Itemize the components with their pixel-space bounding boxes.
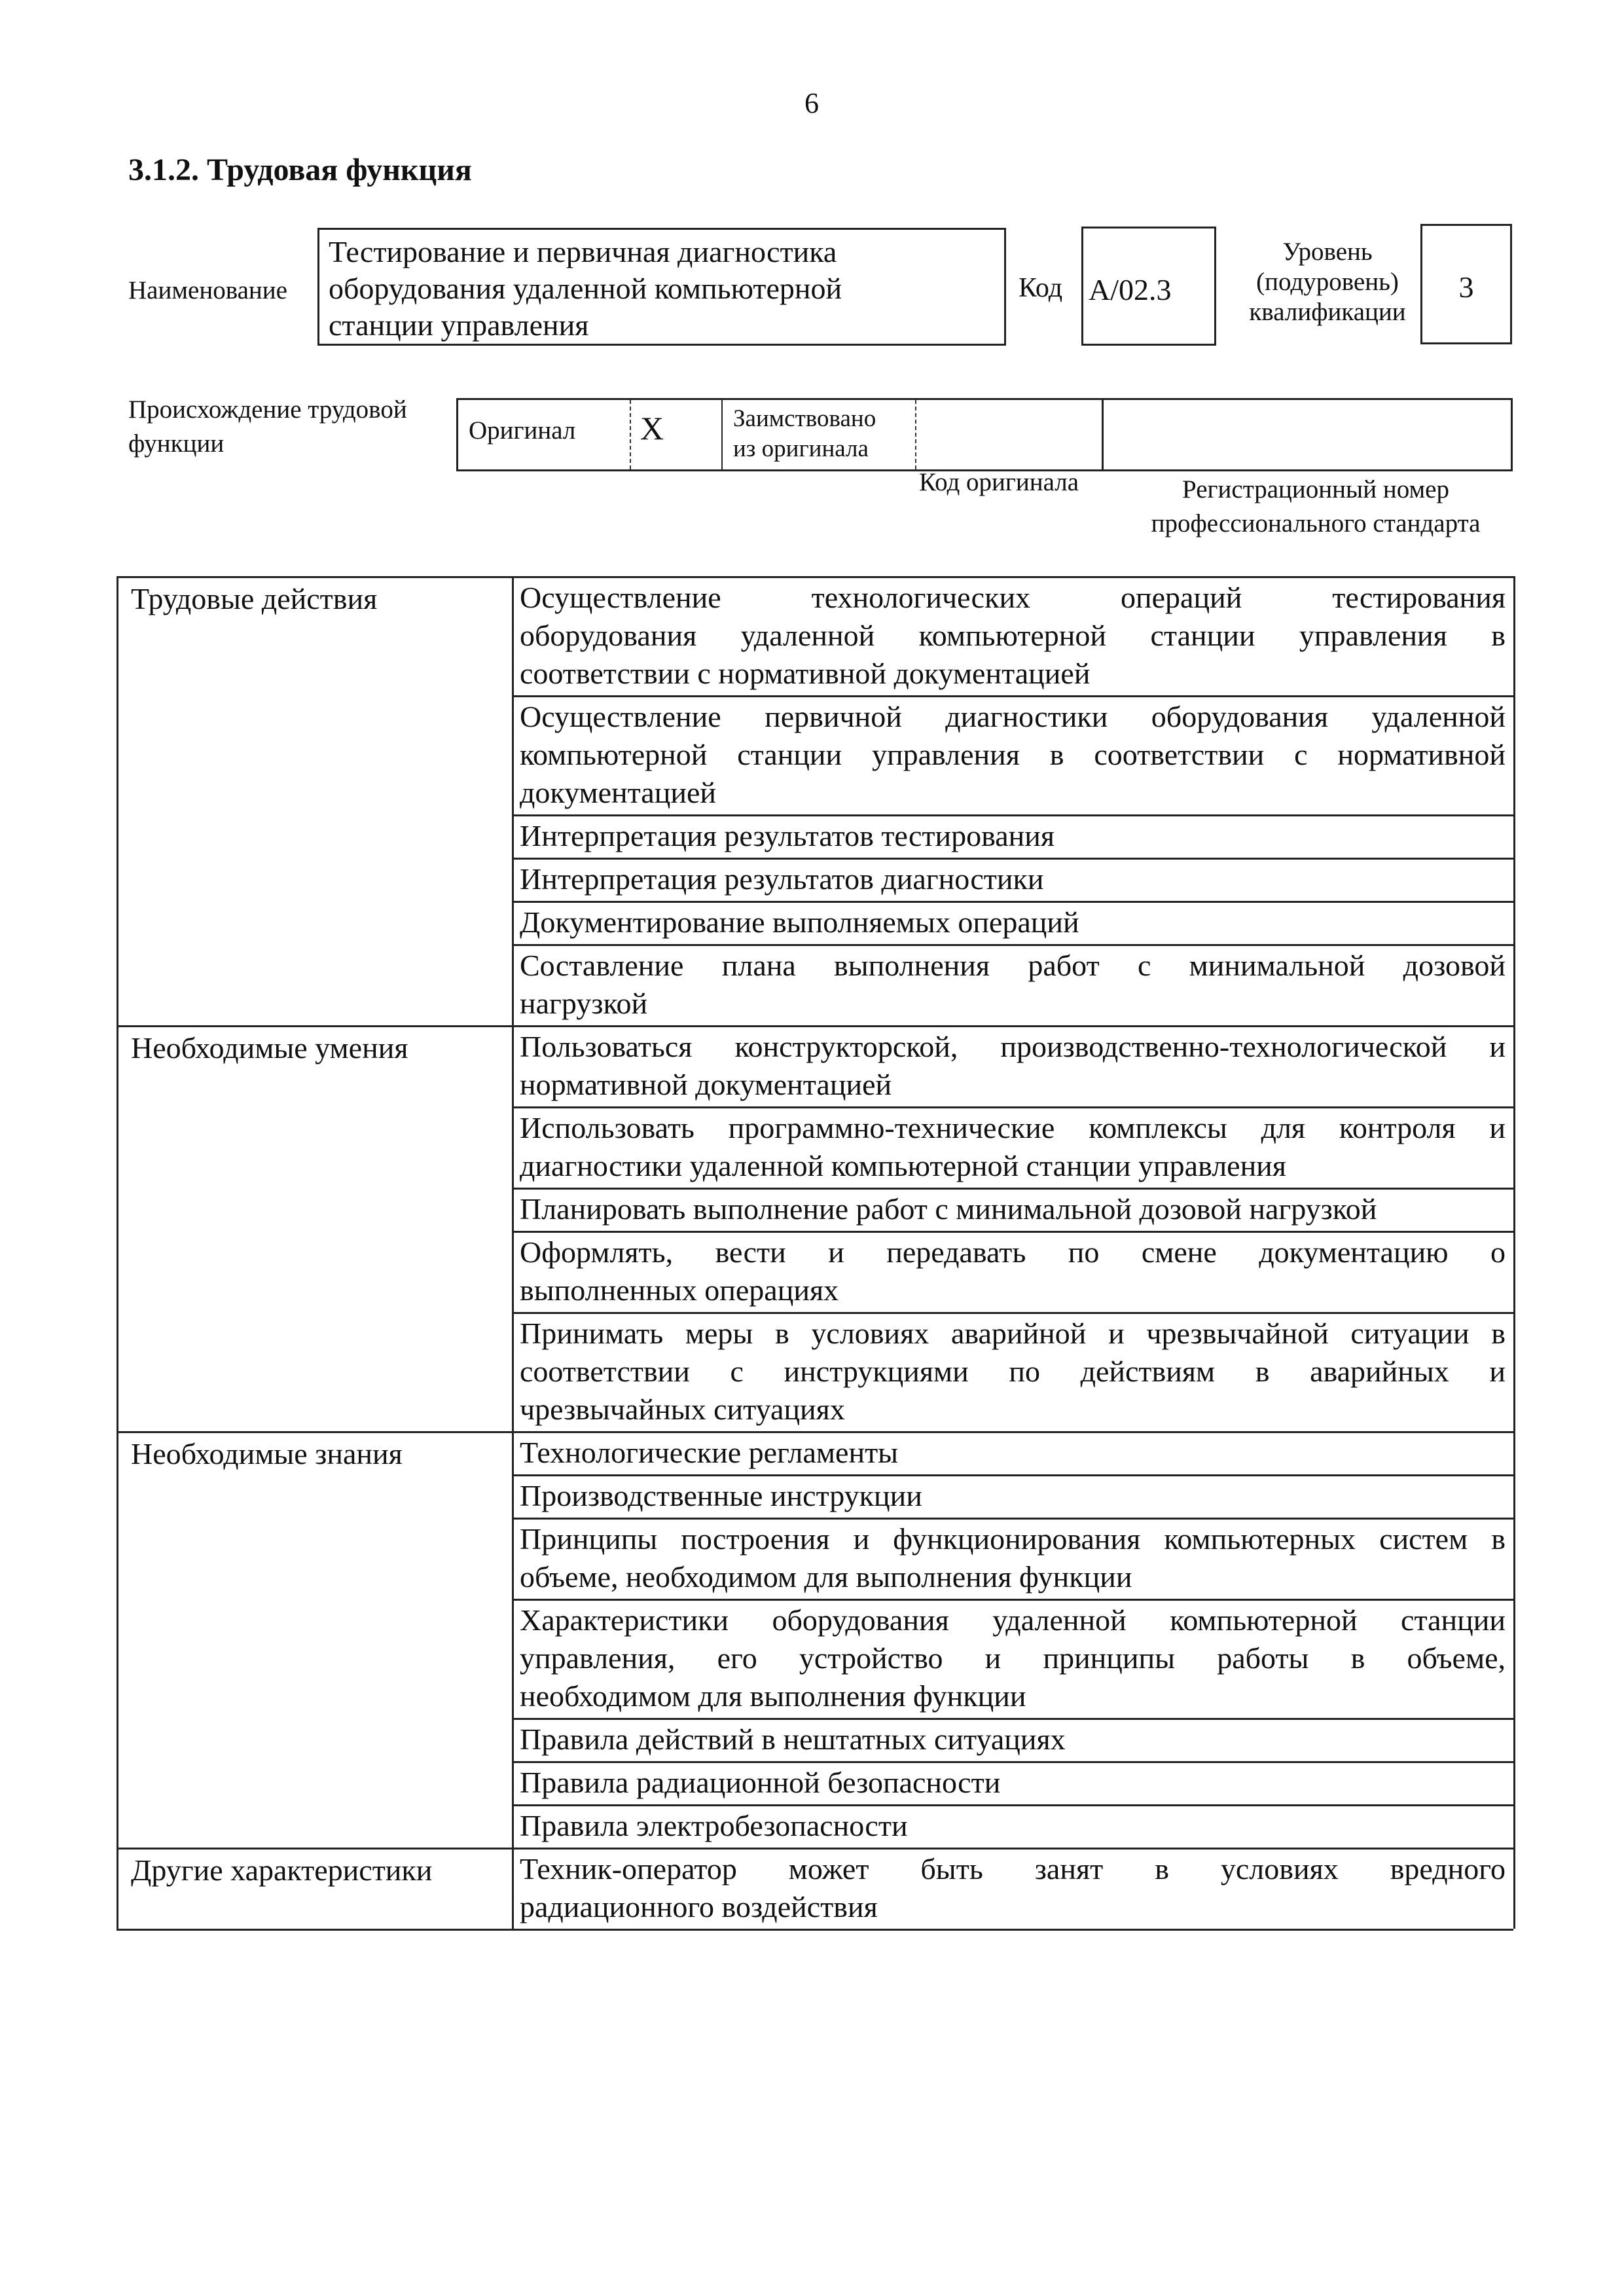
registration-number-caption <box>1126 473 1506 541</box>
row-text-line: объеме, необходимом для выполнения функции <box>520 1560 1132 1594</box>
row-divider <box>512 1804 1513 1806</box>
table-row <box>512 1109 1513 1185</box>
level-label-line: Уровень <box>1282 238 1373 266</box>
original-code-caption: Код оригинала <box>919 468 1079 496</box>
origin-label-line: Происхождение трудовой <box>128 395 407 424</box>
row-text-line: соответствии с инструкциями по действиям в аварийных и <box>520 1355 1506 1388</box>
row-text-line: выполненных операциях <box>520 1273 839 1307</box>
row-text-line: Планировать выполнение работ с минимальной дозовой нагрузкой <box>520 1192 1377 1226</box>
level-value: 3 <box>1420 224 1512 344</box>
section-divider <box>117 1848 1513 1850</box>
row-divider <box>512 1474 1513 1476</box>
code-label: Код <box>1019 273 1063 303</box>
row-text-line: Использовать программно-технические комплексы для контроля и <box>520 1111 1506 1144</box>
section-heading: 3.1.2. Трудовая функция <box>128 153 472 187</box>
row-text-line: Принимать меры в условиях аварийной и чрезвычайной ситуации в <box>520 1317 1506 1350</box>
name-value-box <box>317 228 1006 346</box>
code-value: A/02.3 <box>1081 227 1216 346</box>
row-divider <box>512 1106 1513 1108</box>
row-text-line: Правила действий в нештатных ситуациях <box>520 1722 1066 1756</box>
row-text-line: Правила электробезопасности <box>520 1809 908 1842</box>
borrowed-label <box>721 400 916 469</box>
original-mark: X <box>630 400 721 469</box>
table-row <box>512 1233 1513 1309</box>
table-row <box>512 1721 1513 1758</box>
registration-caption-line: профессионального стандарта <box>1151 509 1481 538</box>
row-text-line: документацией <box>520 776 716 809</box>
table-border-left <box>117 576 118 1929</box>
section-divider <box>117 1431 1513 1433</box>
row-text-line: Принципы построения и функционирования компьютерных систем в <box>520 1522 1506 1556</box>
row-divider <box>512 1599 1513 1601</box>
table-row <box>512 1850 1513 1926</box>
table-row <box>512 1434 1513 1472</box>
row-divider <box>512 1518 1513 1520</box>
section-title: Трудовые действия <box>131 582 378 615</box>
row-text-line: соответствии с нормативной документацией <box>520 657 1091 690</box>
row-divider <box>512 901 1513 903</box>
row-divider <box>512 1231 1513 1233</box>
row-divider <box>512 1718 1513 1720</box>
section-divider <box>117 1025 1513 1027</box>
row-divider <box>512 814 1513 816</box>
row-divider <box>512 1761 1513 1763</box>
borrowed-label-line: Заимствовано <box>733 405 876 432</box>
row-text-line: нагрузкой <box>520 987 648 1020</box>
level-label <box>1229 237 1426 327</box>
table-row <box>512 947 1513 1023</box>
origin-label-line: функции <box>128 429 225 458</box>
table-row <box>512 903 1513 941</box>
row-text-line: компьютерной станции управления в соответствии с нормативной <box>520 738 1506 771</box>
row-text-line: радиационного воздействия <box>520 1890 878 1923</box>
row-text-line: Составление плана выполнения работ с минимальной дозовой <box>520 949 1506 982</box>
table-row <box>512 1028 1513 1104</box>
row-text-line: Характеристики оборудования удаленной компьютерной станции <box>520 1603 1506 1637</box>
table-row <box>512 1764 1513 1802</box>
row-text-line: Правила радиационной безопасности <box>520 1766 1001 1799</box>
row-text-line: Техник-оператор может быть занят в условиях вредного <box>520 1852 1506 1886</box>
row-divider <box>512 695 1513 697</box>
row-text-line: Интерпретация результатов тестирования <box>520 819 1055 852</box>
row-text-line: управления, его устройство и принципы работы в объеме, <box>520 1641 1506 1675</box>
name-value-line: Тестирование и первичная диагностика <box>329 235 837 268</box>
table-row <box>512 1520 1513 1596</box>
table-row <box>512 1190 1513 1228</box>
row-text-line: Документирование выполняемых операций <box>520 905 1079 939</box>
row-text-line: Технологические регламенты <box>520 1436 899 1469</box>
section-title: Необходимые умения <box>131 1031 408 1065</box>
table-column-divider <box>512 576 514 1929</box>
name-label: Наименование <box>128 276 287 304</box>
origin-label <box>128 393 449 461</box>
table-row <box>512 817 1513 855</box>
level-label-line: квалификации <box>1249 298 1406 326</box>
table-row <box>512 579 1513 693</box>
row-text-line: Осуществление первичной диагностики оборудования удаленной <box>520 700 1506 733</box>
original-code-cell <box>916 400 1104 469</box>
page-number: 6 <box>804 87 819 119</box>
registration-caption-line: Регистрационный номер <box>1182 475 1449 503</box>
original-label: Оригинал <box>469 416 576 445</box>
row-text-line: Оформлять, вести и передавать по смене документацию о <box>520 1235 1506 1269</box>
row-text-line: необходимом для выполнения функции <box>520 1679 1026 1713</box>
row-text-line: Производственные инструкции <box>520 1479 922 1512</box>
row-text-line: чрезвычайных ситуациях <box>520 1393 845 1426</box>
row-text-line: Интерпретация результатов диагностики <box>520 862 1044 896</box>
section-title: Необходимые знания <box>131 1437 403 1470</box>
section-divider <box>117 1929 1513 1931</box>
row-divider <box>512 944 1513 946</box>
section-title: Другие характеристики <box>131 1853 433 1887</box>
row-divider <box>512 858 1513 860</box>
table-border-top <box>117 576 1513 578</box>
level-label-line: (подуровень) <box>1256 268 1399 296</box>
table-row <box>512 1315 1513 1429</box>
row-text-line: нормативной документацией <box>520 1068 892 1101</box>
name-value-line: оборудования удаленной компьютерной <box>329 272 842 305</box>
table-row <box>512 698 1513 812</box>
table-border-right <box>1513 576 1515 1929</box>
row-text-line: Осуществление технологических операций тестирования <box>520 581 1506 614</box>
row-divider <box>512 1188 1513 1190</box>
table-row <box>512 860 1513 898</box>
row-text-line: Пользоваться конструкторской, производственно-технологической и <box>520 1030 1506 1063</box>
table-row <box>512 1477 1513 1515</box>
borrowed-label-line: из оригинала <box>733 435 869 462</box>
name-value-line: станции управления <box>329 308 589 342</box>
table-row <box>512 1807 1513 1845</box>
table-row <box>512 1601 1513 1715</box>
row-text-line: диагностики удаленной компьютерной станции управления <box>520 1149 1286 1182</box>
origin-table <box>456 398 1513 471</box>
row-divider <box>512 1312 1513 1314</box>
row-text-line: оборудования удаленной компьютерной станции управления в <box>520 619 1506 652</box>
